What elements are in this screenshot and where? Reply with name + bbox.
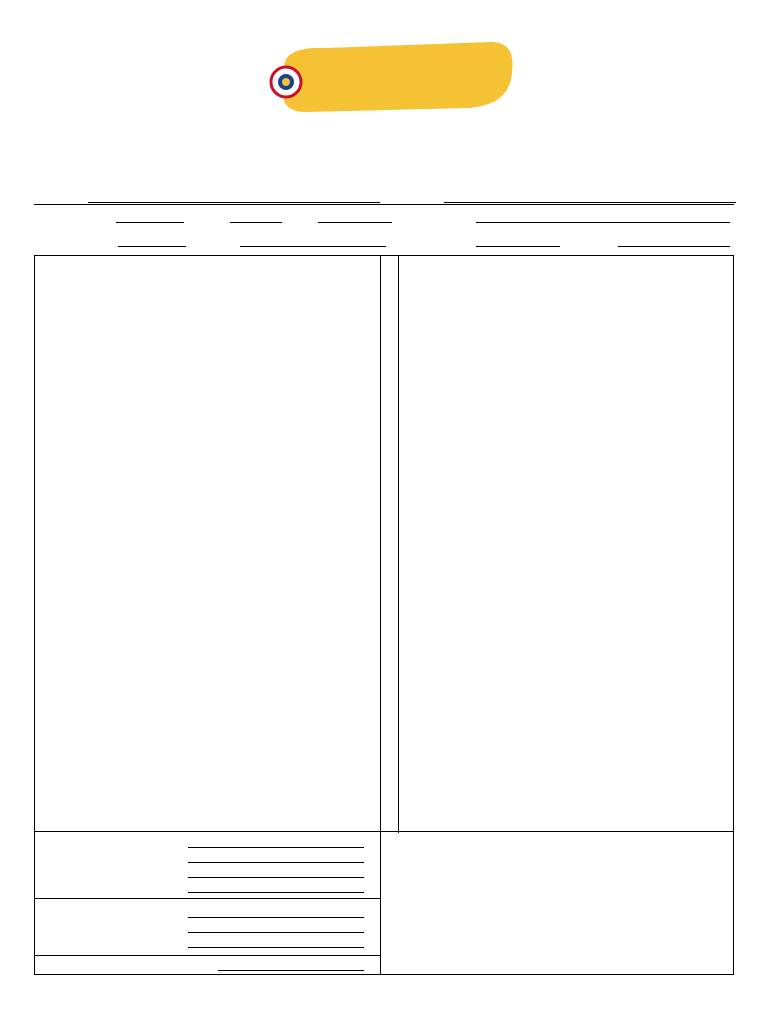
team-b-field[interactable] <box>444 202 736 203</box>
operator-field[interactable] <box>188 892 364 893</box>
place-field[interactable] <box>240 246 386 247</box>
timekeeper-field[interactable] <box>188 877 364 878</box>
umpire2b-field[interactable] <box>188 947 364 948</box>
main-divider <box>380 255 381 975</box>
score-left-edge <box>398 255 399 833</box>
assistant-scorekeeper-field[interactable] <box>188 862 364 863</box>
umpire2-field[interactable] <box>618 246 730 247</box>
logo-graphic <box>266 36 518 120</box>
header-rule <box>34 204 734 205</box>
main-frame <box>34 255 734 975</box>
officials-rule <box>34 898 380 899</box>
logo <box>266 36 518 120</box>
captain-field[interactable] <box>218 970 364 971</box>
scorekeeper-field[interactable] <box>188 847 364 848</box>
referee-field[interactable] <box>476 222 730 223</box>
competition-field[interactable] <box>116 222 184 223</box>
captain-rule <box>34 955 380 956</box>
bottom-section-rule <box>34 831 734 832</box>
team-a-field[interactable] <box>88 202 380 203</box>
umpire1b-field[interactable] <box>188 932 364 933</box>
referee2-field[interactable] <box>188 917 364 918</box>
game-no-field[interactable] <box>118 246 186 247</box>
date-field[interactable] <box>230 222 282 223</box>
umpire1-field[interactable] <box>476 246 560 247</box>
time-field[interactable] <box>318 222 392 223</box>
